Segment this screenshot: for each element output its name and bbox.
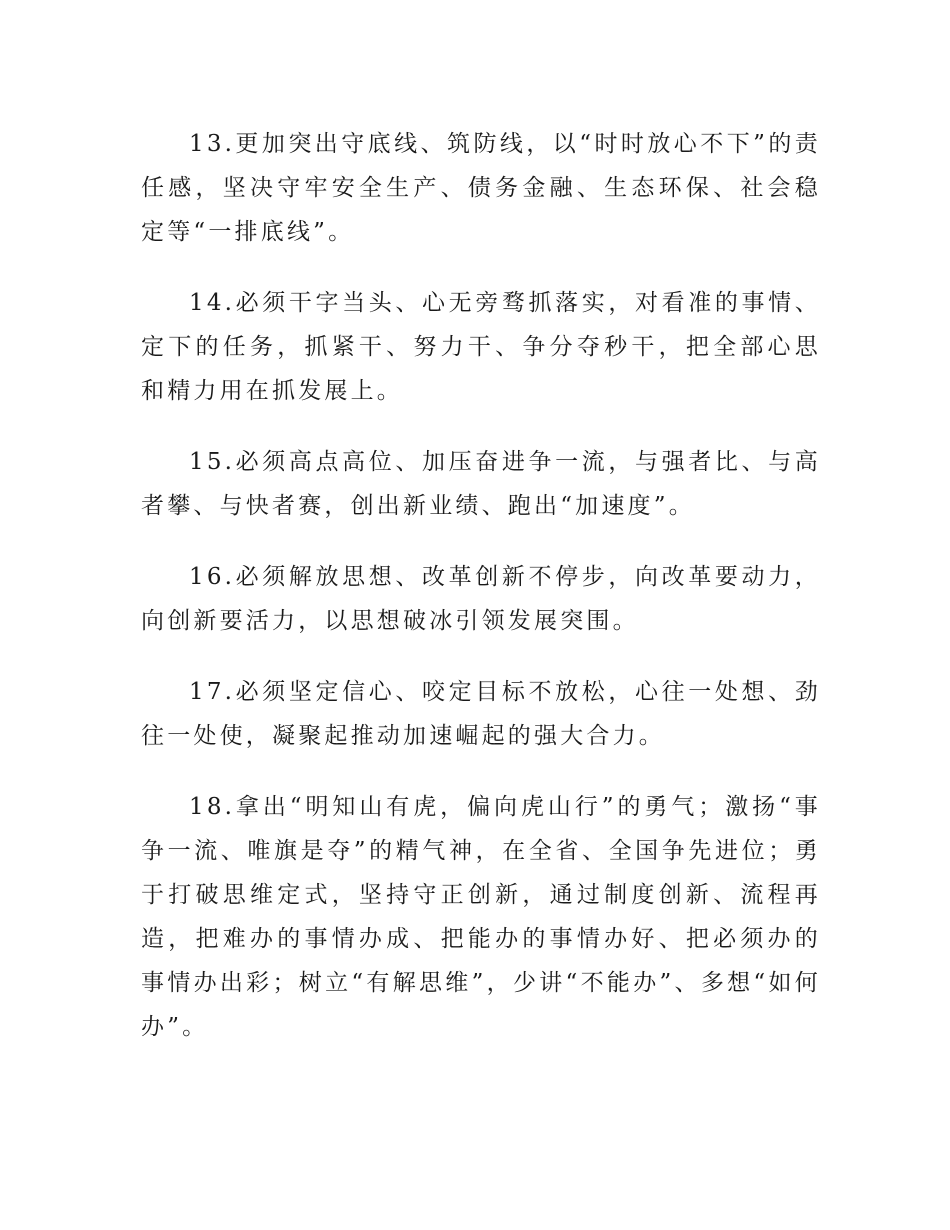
document-body [141, 122, 821, 1076]
paragraph-15: 15.必须高点高位、加压奋进争一流，与强者比、与高者攀、与快者赛，创出新业绩、跑出“加速度”。 [141, 449, 821, 519]
paragraph-14: 14.必须干字当头、心无旁骛抓落实，对看准的事情、定下的任务，抓紧干、努力干、争分夺秒干，把全部心思和精力用在抓发展上。 [141, 290, 821, 404]
paragraph-17: 17.必须坚定信心、咬定目标不放松，心往一处想、劲往一处使，凝聚起推动加速崛起的强大合力。 [141, 679, 821, 749]
paragraph-18: 18.拿出“明知山有虎，偏向虎山行”的勇气；激扬“事争一流、唯旗是夺”的精气神，在全省、全国争先进位；勇于打破思维定式，坚持守正创新，通过制度创新、流程再造，把难办的事情办成、把能办的事情办好、把必须办的事情办出彩；树立“有解思维”，少讲“不能办”、多想“如何办”。 [141, 794, 821, 1040]
paragraph-16: 16.必须解放思想、改革创新不停步，向改革要动力，向创新要活力，以思想破冰引领发展突围。 [141, 564, 821, 634]
paragraph-13: 13.更加突出守底线、筑防线，以“时时放心不下”的责任感，坚决守牢安全生产、债务金融、生态环保、社会稳定等“一排底线”。 [141, 131, 821, 245]
